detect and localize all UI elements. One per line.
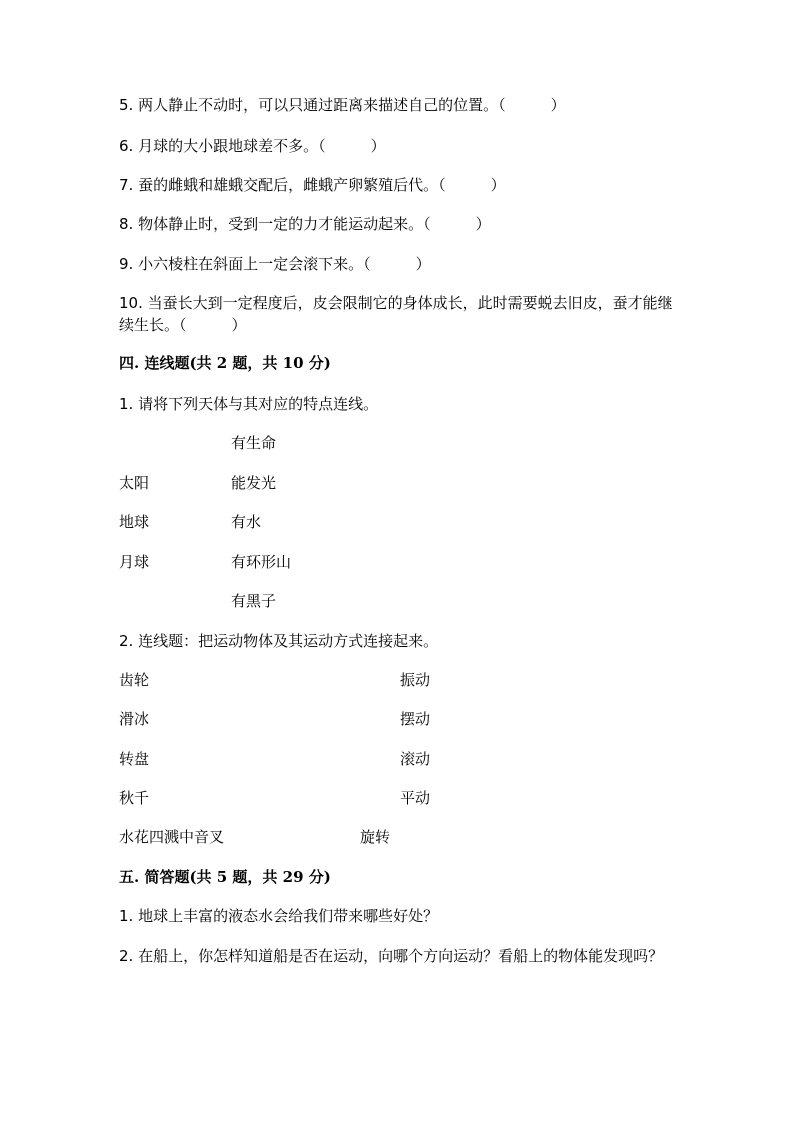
matching-q1-left-item: 地球 xyxy=(119,513,150,531)
matching-q2-left-item: 转盘 xyxy=(119,750,150,768)
matching-q2-prompt: 2. 连线题：把运动物体及其运动方式连接起来。 xyxy=(119,632,439,650)
matching-q2-left-item: 水花四溅中音叉 xyxy=(119,828,225,846)
judgment-item-6: 6. 月球的大小跟地球差不多。（ ） xyxy=(119,137,386,155)
matching-q2-left-item: 滑冰 xyxy=(119,710,150,728)
judgment-item-9: 9. 小六棱柱在斜面上一定会滚下来。（ ） xyxy=(119,255,431,273)
section-heading-matching: 四. 连线题(共 2 题，共 10 分) xyxy=(119,354,331,372)
judgment-item-8: 8. 物体静止时，受到一定的力才能运动起来。（ ） xyxy=(119,215,491,233)
matching-q1-right-item: 有水 xyxy=(231,513,262,531)
section-heading-short-answer: 五. 简答题(共 5 题，共 29 分) xyxy=(119,868,331,886)
matching-q1-right-item: 有环形山 xyxy=(231,553,292,571)
matching-q2-right-item: 振动 xyxy=(400,671,431,689)
matching-q2-right-item: 滚动 xyxy=(400,750,431,768)
judgment-item-5: 5. 两人静止不动时，可以只通过距离来描述自己的位置。（ ） xyxy=(119,96,566,114)
matching-q1-prompt: 1. 请将下列天体与其对应的特点连线。 xyxy=(119,395,379,413)
short-answer-q2: 2. 在船上，你怎样知道船是否在运动，向哪个方向运动？看船上的物体能发现吗？ xyxy=(119,947,664,965)
matching-q1-right-item: 有生命 xyxy=(231,434,277,452)
matching-q2-left-item: 齿轮 xyxy=(119,671,150,689)
matching-q1-left-item: 月球 xyxy=(119,553,150,571)
matching-q2-right-item: 旋转 xyxy=(360,828,391,846)
matching-q1-right-item: 能发光 xyxy=(231,474,277,492)
matching-q1-right-item: 有黑子 xyxy=(231,592,277,610)
short-answer-q1: 1. 地球上丰富的液态水会给我们带来哪些好处？ xyxy=(119,907,439,925)
matching-q2-right-item: 平动 xyxy=(400,789,431,807)
judgment-item-10: 10. 当蚕长大到一定程度后，皮会限制它的身体成长，此时需要蜕去旧皮，蚕才能继续生长。（ ） xyxy=(119,294,673,334)
matching-q2-right-item: 摆动 xyxy=(400,710,431,728)
judgment-item-7: 7. 蚕的雌蛾和雄蛾交配后，雌蛾产卵繁殖后代。（ ） xyxy=(119,176,506,194)
matching-q2-left-item: 秋千 xyxy=(119,789,150,807)
matching-q1-left-item: 太阳 xyxy=(119,474,150,492)
